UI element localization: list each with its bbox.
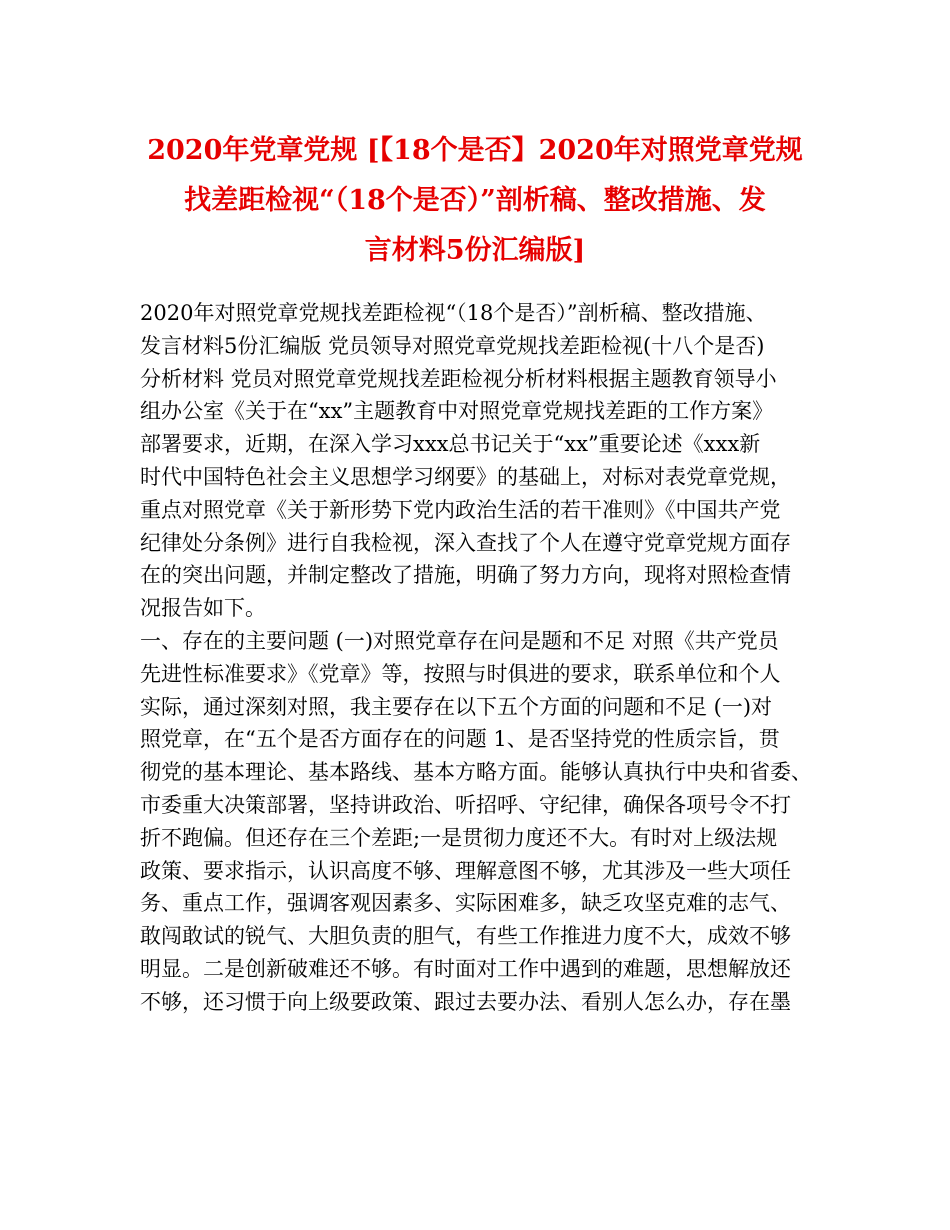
body-line: 折不跑偏。但还存在三个差距;一是贯彻力度还不大。有时对上级法规 — [140, 825, 778, 850]
body-line: 政策、要求指示，认识高度不够、理解意图不够，尤其涉及一些大项任 — [140, 858, 791, 883]
body-line: 部署要求，近期，在深入学习xxx总书记关于“xx”重要论述《xxx新 — [140, 432, 761, 457]
title-line: 言材料5份汇编版] — [364, 235, 586, 266]
body-line: 先进性标准要求》《党章》等，按照与时俱进的要求，联系单位和个人 — [140, 661, 781, 686]
body-line: 分析材料 党员对照党章党规找差距检视分析材料根据主题教育领导小 — [140, 366, 777, 391]
body-line: 2020年对照党章党规找差距检视“（18个是否）”剖析稿、整改措施、 — [140, 301, 767, 325]
body-line: 彻党的基本理论、基本路线、基本方略方面。能够认真执行中央和省委、 — [140, 760, 812, 785]
body-line: 一、存在的主要问题 (一)对照党章存在问是题和不足 对照《共产党员 — [140, 628, 779, 653]
body-line: 照党章，在“五个是否方面存在的问题 1、是否坚持党的性质宗旨，贯 — [140, 727, 780, 752]
document-body — [140, 297, 830, 1019]
body-line: 况报告如下。 — [140, 596, 266, 621]
body-line: 重点对照党章《关于新形势下党内政治生活的若干准则》《中国共产党 — [140, 497, 781, 522]
body-line: 时代中国特色社会主义思想学习纲要》的基础上，对标对表党章党规， — [140, 464, 791, 489]
document-title — [140, 126, 810, 276]
body-line: 发言材料5份汇编版 党员领导对照党章党规找差距检视(十八个是否) — [140, 333, 765, 358]
body-line: 市委重大决策部署，坚持讲政治、听招呼、守纪律，确保各项号令不打 — [140, 792, 791, 817]
body-line: 不够，还习惯于向上级要政策、跟过去要办法、看别人怎么办，存在墨 — [140, 989, 791, 1014]
body-line: 纪律处分条例》进行自我检视，深入查找了个人在遵守党章党规方面存 — [140, 530, 791, 555]
title-line: 找差距检视“（18个是否）”剖析稿、整改措施、发 — [184, 185, 766, 216]
title-line: 2020年党章党规 [【18个是否】2020年对照党章党规 — [147, 135, 803, 166]
body-line: 敢闯敢试的锐气、大胆负责的胆气，有些工作推进力度不大，成效不够 — [140, 924, 791, 949]
body-line: 实际，通过深刻对照，我主要存在以下五个方面的问题和不足 (一)对 — [140, 694, 773, 719]
body-line: 在的突出问题，并制定整改了措施，明确了努力方向，现将对照检查情 — [140, 563, 791, 588]
body-line: 务、重点工作，强调客观因素多、实际困难多，缺乏攻坚克难的志气、 — [140, 891, 791, 916]
body-line: 明显。二是创新破难还不够。有时面对工作中遇到的难题，思想解放还 — [140, 956, 791, 981]
body-line: 组办公室《关于在“xx”主题教育中对照党章党规找差距的工作方案》 — [140, 399, 774, 424]
